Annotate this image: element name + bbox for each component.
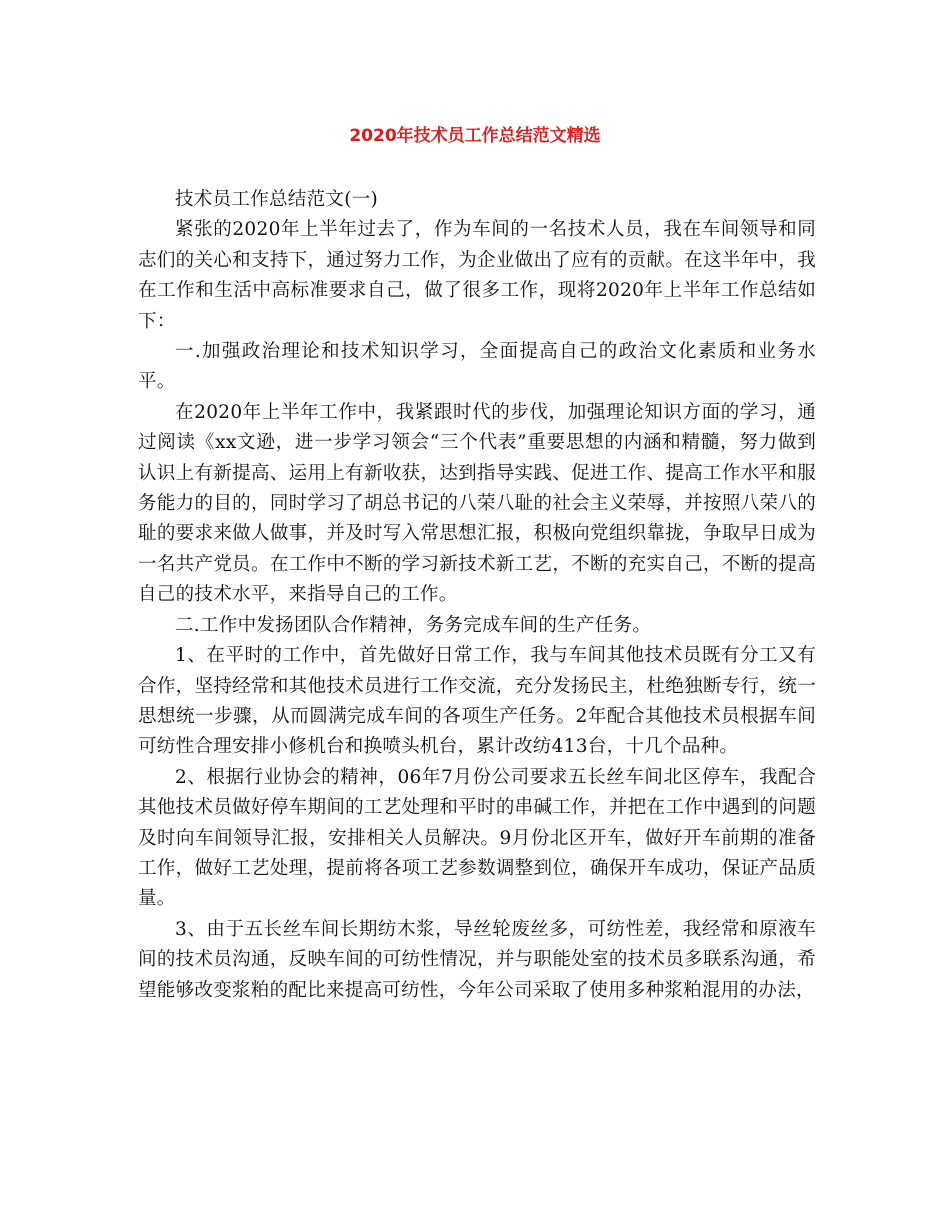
- paragraph: 3、由于五长丝车间长期纺木浆，导丝轮废丝多，可纺性差，我经常和原液车间的技术员沟通，反映车间的可纺性情况，并与职能处室的技术员多联系沟通，希望能够改变浆粕的配比来提高可纺性，今年公司采取了使用多种浆粕混用的办法，: [138, 918, 816, 1001]
- document-title: 2020年技术员工作总结范文精选: [349, 126, 601, 146]
- paragraph-subtitle: 技术员工作总结范文(一): [175, 189, 379, 210]
- section-heading: 一.加强政治理论和技术知识学习，全面提高自己的政治文化素质和业务水平。: [138, 341, 816, 393]
- document-body: [138, 185, 816, 1006]
- paragraph: 紧张的2020年上半年过去了，作为车间的一名技术人员，我在车间领导和同志们的关心和支持下，通过努力工作，为企业做出了应有的贡献。在这半年中，我在工作和生活中高标准要求自己，做了很多工作，现将2020年上半年工作总结如下：: [138, 219, 816, 332]
- paragraph: 1、在平时的工作中，首先做好日常工作，我与车间其他技术员既有分工又有合作，坚持经常和其他技术员进行工作交流，充分发扬民主，杜绝独断专行，统一思想统一步骤，从而圆满完成车间的各项生产任务。2年配合其他技术员根据车间可纺性合理安排小修机台和换喷头机台，累计改纺413台，十几个品种。: [138, 645, 816, 758]
- paragraph: 在2020年上半年工作中，我紧跟时代的步伐，加强理论知识方面的学习，通过阅读《xx文逊，进一步学习领会“三个代表”重要思想的内涵和精髓，努力做到认识上有新提高、运用上有新收获，达到指导实践、促进工作、提高工作水平和服务能力的目的，同时学习了胡总书记的八荣八耻的社会主义荣辱，并按照八荣八的耻的要求来做人做事，并及时写入常思想汇报，积极向党组织靠拢，争取早日成为一名共产党员。在工作中不断的学习新技术新工艺，不断的充实自己，不断的提高自己的技术水平，来指导自己的工作。: [138, 401, 816, 606]
- paragraph: 2、根据行业协会的精神，06年7月份公司要求五长丝车间北区停车，我配合其他技术员做好停车期间的工艺处理和平时的串碱工作，并把在工作中遇到的问题及时向车间领导汇报，安排相关人员解决。9月份北区开车，做好开车前期的准备工作，做好工艺处理，提前将各项工艺参数调整到位，确保开车成功，保证产品质量。: [138, 766, 816, 910]
- section-heading: 二.工作中发扬团队合作精神，务务完成车间的生产任务。: [175, 614, 652, 636]
